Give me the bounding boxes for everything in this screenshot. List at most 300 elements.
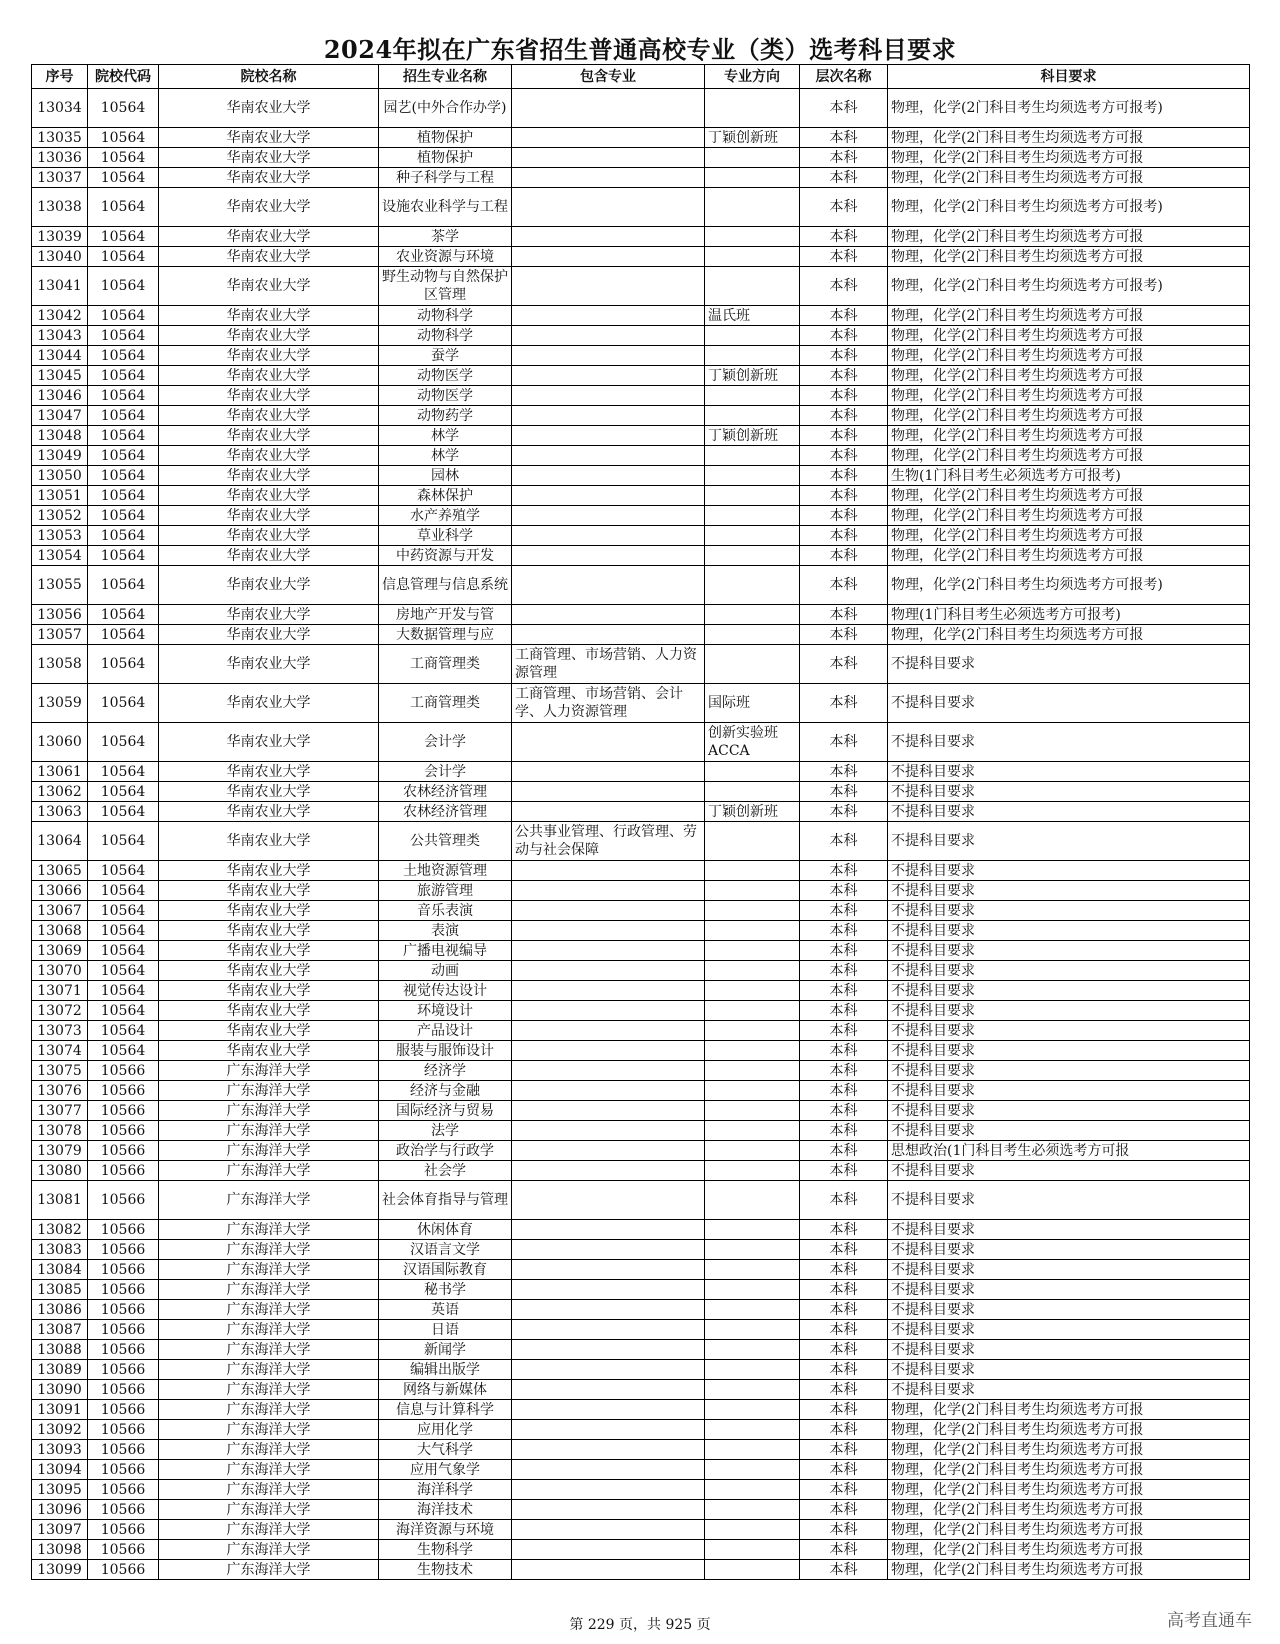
cell-col-level: 本科 [800,881,888,901]
cell-col-direction: 丁颖创新班 [705,366,800,386]
cell-col-included-majors [512,306,705,326]
cell-col-level: 本科 [800,1340,888,1360]
cell-col-included-majors [512,1460,705,1480]
cell-col-level: 本科 [800,822,888,861]
cell-col-direction [705,566,800,605]
cell-col-level: 本科 [800,1001,888,1021]
table-row [32,723,1250,762]
cell-col-subject-req: 物理，化学(2门科目考生均须选考方可报 [888,1440,1250,1460]
cell-col-level: 本科 [800,1220,888,1240]
table-row [32,1141,1250,1161]
table-row [32,961,1250,981]
cell-col-school-name: 华南农业大学 [159,921,379,941]
cell-col-major-name: 中药资源与开发 [379,546,512,566]
cell-col-included-majors [512,1420,705,1440]
cell-col-included-majors [512,1540,705,1560]
table-row [32,406,1250,426]
cell-col-subject-req: 不提科目要求 [888,881,1250,901]
cell-col-seq: 13072 [32,1001,88,1021]
table-row [32,486,1250,506]
cell-col-direction [705,1420,800,1440]
cell-col-direction: 创新实验班ACCA [705,723,800,762]
cell-col-major-name: 植物保护 [379,148,512,168]
cell-col-major-name: 海洋资源与环境 [379,1520,512,1540]
cell-col-seq: 13061 [32,762,88,782]
cell-col-seq: 13096 [32,1500,88,1520]
cell-col-direction [705,822,800,861]
cell-col-school-code: 10566 [88,1520,159,1540]
cell-col-subject-req: 物理，化学(2门科目考生均须选考方可报考) [888,267,1250,306]
table-row [32,1360,1250,1380]
table-row [32,1101,1250,1121]
cell-col-direction [705,526,800,546]
table-row [32,1520,1250,1540]
cell-col-direction [705,1320,800,1340]
cell-col-subject-req: 物理，化学(2门科目考生均须选考方可报 [888,366,1250,386]
cell-col-school-name: 华南农业大学 [159,605,379,625]
table-row [32,466,1250,486]
cell-col-seq: 13059 [32,684,88,723]
cell-col-subject-req: 不提科目要求 [888,1181,1250,1220]
table-row [32,1181,1250,1220]
cell-col-seq: 13045 [32,366,88,386]
cell-col-school-code: 10564 [88,605,159,625]
cell-col-major-name: 房地产开发与管 [379,605,512,625]
cell-col-level: 本科 [800,1420,888,1440]
cell-col-major-name: 林学 [379,446,512,466]
cell-col-school-code: 10564 [88,326,159,346]
cell-col-direction [705,1021,800,1041]
cell-col-school-name: 华南农业大学 [159,762,379,782]
cell-col-subject-req: 物理，化学(2门科目考生均须选考方可报 [888,1460,1250,1480]
cell-col-major-name: 英语 [379,1300,512,1320]
table-row [32,148,1250,168]
cell-col-subject-req: 不提科目要求 [888,1220,1250,1240]
cell-col-major-name: 环境设计 [379,1001,512,1021]
cell-col-seq: 13097 [32,1520,88,1540]
table-row [32,546,1250,566]
cell-col-major-name: 蚕学 [379,346,512,366]
cell-col-school-code: 10566 [88,1141,159,1161]
table-row [32,1240,1250,1260]
table-row [32,1001,1250,1021]
cell-col-included-majors [512,326,705,346]
cell-col-school-code: 10564 [88,625,159,645]
page-title: 2024年拟在广东省招生普通高校专业（类）选考科目要求 [323,35,957,64]
table-row [32,386,1250,406]
table-row [32,881,1250,901]
cell-col-seq: 13071 [32,981,88,1001]
cell-col-school-name: 华南农业大学 [159,506,379,526]
cell-col-school-code: 10566 [88,1181,159,1220]
cell-col-included-majors [512,426,705,446]
cell-col-school-name: 广东海洋大学 [159,1061,379,1081]
cell-col-subject-req: 物理，化学(2门科目考生均须选考方可报 [888,306,1250,326]
cell-col-seq: 13075 [32,1061,88,1081]
cell-col-direction [705,346,800,366]
cell-col-school-name: 广东海洋大学 [159,1300,379,1320]
cell-col-level: 本科 [800,446,888,466]
cell-col-seq: 13042 [32,306,88,326]
cell-col-subject-req: 不提科目要求 [888,941,1250,961]
cell-col-level: 本科 [800,605,888,625]
cell-col-subject-req: 不提科目要求 [888,901,1250,921]
cell-col-school-name: 华南农业大学 [159,446,379,466]
cell-col-school-code: 10564 [88,546,159,566]
cell-col-major-name: 森林保护 [379,486,512,506]
cell-col-school-name: 华南农业大学 [159,466,379,486]
cell-col-school-code: 10564 [88,861,159,881]
header-col-school-code: 院校代码 [88,65,159,89]
cell-col-major-name: 工商管理类 [379,645,512,684]
cell-col-school-name: 华南农业大学 [159,1001,379,1021]
cell-col-seq: 13063 [32,802,88,822]
cell-col-included-majors [512,901,705,921]
cell-col-subject-req: 物理，化学(2门科目考生均须选考方可报 [888,1400,1250,1420]
cell-col-included-majors [512,1340,705,1360]
cell-col-level: 本科 [800,981,888,1001]
cell-col-level: 本科 [800,1061,888,1081]
cell-col-school-name: 华南农业大学 [159,1021,379,1041]
cell-col-level: 本科 [800,782,888,802]
cell-col-major-name: 编辑出版学 [379,1360,512,1380]
cell-col-subject-req: 不提科目要求 [888,1320,1250,1340]
cell-col-seq: 13091 [32,1400,88,1420]
cell-col-school-code: 10564 [88,566,159,605]
cell-col-included-majors [512,188,705,227]
cell-col-direction [705,1061,800,1081]
cell-col-school-code: 10564 [88,822,159,861]
table-row [32,366,1250,386]
subject-requirements-table [31,64,1250,1580]
cell-col-school-code: 10566 [88,1300,159,1320]
cell-col-major-name: 国际经济与贸易 [379,1101,512,1121]
table-row [32,1380,1250,1400]
cell-col-school-name: 华南农业大学 [159,782,379,802]
cell-col-seq: 13054 [32,546,88,566]
cell-col-school-code: 10566 [88,1500,159,1520]
cell-col-subject-req: 不提科目要求 [888,1340,1250,1360]
table-row [32,941,1250,961]
cell-col-direction [705,782,800,802]
cell-col-school-name: 广东海洋大学 [159,1101,379,1121]
table-row [32,1320,1250,1340]
cell-col-seq: 13052 [32,506,88,526]
cell-col-subject-req: 物理，化学(2门科目考生均须选考方可报 [888,426,1250,446]
cell-col-subject-req: 不提科目要求 [888,1101,1250,1121]
cell-col-subject-req: 生物(1门科目考生必须选考方可报考) [888,466,1250,486]
cell-col-major-name: 社会学 [379,1161,512,1181]
cell-col-subject-req: 不提科目要求 [888,981,1250,1001]
cell-col-subject-req: 物理，化学(2门科目考生均须选考方可报考) [888,89,1250,128]
cell-col-included-majors [512,1280,705,1300]
cell-col-seq: 13078 [32,1121,88,1141]
cell-col-direction [705,267,800,306]
cell-col-school-code: 10566 [88,1161,159,1181]
cell-col-subject-req: 不提科目要求 [888,921,1250,941]
cell-col-level: 本科 [800,426,888,446]
cell-col-major-name: 野生动物与自然保护区管理 [379,267,512,306]
cell-col-subject-req: 物理，化学(2门科目考生均须选考方可报考) [888,566,1250,605]
cell-col-included-majors: 工商管理、市场营销、会计学、人力资源管理 [512,684,705,723]
cell-col-seq: 13041 [32,267,88,306]
cell-col-major-name: 信息与计算科学 [379,1400,512,1420]
cell-col-included-majors [512,506,705,526]
cell-col-direction: 丁颖创新班 [705,128,800,148]
cell-col-major-name: 会计学 [379,723,512,762]
cell-col-direction [705,1380,800,1400]
cell-col-direction [705,546,800,566]
cell-col-included-majors [512,386,705,406]
cell-col-school-code: 10566 [88,1360,159,1380]
cell-col-level: 本科 [800,486,888,506]
cell-col-included-majors [512,605,705,625]
cell-col-major-name: 农林经济管理 [379,802,512,822]
cell-col-major-name: 休闲体育 [379,1220,512,1240]
table-header-row [32,65,1250,89]
cell-col-seq: 13079 [32,1141,88,1161]
cell-col-school-code: 10566 [88,1220,159,1240]
cell-col-subject-req: 物理，化学(2门科目考生均须选考方可报 [888,386,1250,406]
cell-col-seq: 13086 [32,1300,88,1320]
cell-col-direction: 丁颖创新班 [705,802,800,822]
cell-col-subject-req: 不提科目要求 [888,1240,1250,1260]
cell-col-seq: 13067 [32,901,88,921]
cell-col-school-name: 华南农业大学 [159,148,379,168]
cell-col-seq: 13089 [32,1360,88,1380]
cell-col-level: 本科 [800,1161,888,1181]
cell-col-level: 本科 [800,386,888,406]
cell-col-level: 本科 [800,1460,888,1480]
cell-col-level: 本科 [800,466,888,486]
cell-col-seq: 13088 [32,1340,88,1360]
cell-col-level: 本科 [800,802,888,822]
watermark-text: 高考直通车 [1167,1611,1252,1631]
cell-col-seq: 13035 [32,128,88,148]
cell-col-school-name: 广东海洋大学 [159,1320,379,1340]
cell-col-included-majors [512,1400,705,1420]
cell-col-direction [705,386,800,406]
cell-col-major-name: 汉语言文学 [379,1240,512,1260]
cell-col-subject-req: 物理，化学(2门科目考生均须选考方可报 [888,526,1250,546]
cell-col-direction [705,1540,800,1560]
cell-col-school-code: 10564 [88,128,159,148]
cell-col-school-name: 华南农业大学 [159,267,379,306]
cell-col-direction [705,1121,800,1141]
cell-col-school-code: 10564 [88,723,159,762]
table-row [32,1081,1250,1101]
cell-col-seq: 13080 [32,1161,88,1181]
table-row [32,645,1250,684]
cell-col-major-name: 草业科学 [379,526,512,546]
cell-col-seq: 13074 [32,1041,88,1061]
cell-col-school-name: 华南农业大学 [159,426,379,446]
cell-col-subject-req: 物理，化学(2门科目考生均须选考方可报 [888,148,1250,168]
cell-col-seq: 13037 [32,168,88,188]
cell-col-included-majors [512,546,705,566]
cell-col-included-majors: 公共事业管理、行政管理、劳动与社会保障 [512,822,705,861]
cell-col-school-code: 10566 [88,1320,159,1340]
cell-col-direction [705,1460,800,1480]
table-row [32,426,1250,446]
cell-col-seq: 13040 [32,247,88,267]
cell-col-school-name: 华南农业大学 [159,247,379,267]
table-row [32,782,1250,802]
cell-col-seq: 13065 [32,861,88,881]
cell-col-seq: 13066 [32,881,88,901]
cell-col-school-name: 华南农业大学 [159,227,379,247]
cell-col-subject-req: 不提科目要求 [888,861,1250,881]
cell-col-seq: 13095 [32,1480,88,1500]
cell-col-major-name: 会计学 [379,762,512,782]
cell-col-subject-req: 物理，化学(2门科目考生均须选考方可报考) [888,188,1250,227]
cell-col-major-name: 政治学与行政学 [379,1141,512,1161]
table-row [32,901,1250,921]
cell-col-school-name: 华南农业大学 [159,366,379,386]
cell-col-school-name: 华南农业大学 [159,566,379,605]
cell-col-included-majors [512,168,705,188]
cell-col-school-code: 10564 [88,802,159,822]
cell-col-direction [705,506,800,526]
cell-col-subject-req: 物理，化学(2门科目考生均须选考方可报 [888,406,1250,426]
table-row [32,247,1250,267]
cell-col-direction [705,1280,800,1300]
table-row [32,981,1250,1001]
cell-col-included-majors [512,1380,705,1400]
table-row [32,861,1250,881]
header-col-seq: 序号 [32,65,88,89]
cell-col-level: 本科 [800,326,888,346]
cell-col-school-code: 10564 [88,762,159,782]
cell-col-school-code: 10566 [88,1061,159,1081]
cell-col-included-majors [512,1240,705,1260]
cell-col-seq: 13083 [32,1240,88,1260]
cell-col-school-name: 华南农业大学 [159,684,379,723]
cell-col-school-code: 10564 [88,267,159,306]
cell-col-seq: 13051 [32,486,88,506]
cell-col-seq: 13090 [32,1380,88,1400]
cell-col-included-majors [512,981,705,1001]
cell-col-direction [705,406,800,426]
cell-col-included-majors [512,782,705,802]
cell-col-major-name: 动画 [379,961,512,981]
cell-col-level: 本科 [800,1300,888,1320]
cell-col-school-name: 广东海洋大学 [159,1141,379,1161]
cell-col-level: 本科 [800,645,888,684]
cell-col-direction [705,1440,800,1460]
cell-col-included-majors [512,89,705,128]
cell-col-school-name: 广东海洋大学 [159,1240,379,1260]
cell-col-level: 本科 [800,1021,888,1041]
cell-col-level: 本科 [800,1400,888,1420]
cell-col-major-name: 视觉传达设计 [379,981,512,1001]
cell-col-school-name: 广东海洋大学 [159,1081,379,1101]
cell-col-included-majors [512,366,705,386]
cell-col-school-code: 10564 [88,446,159,466]
cell-col-major-name: 种子科学与工程 [379,168,512,188]
cell-col-subject-req: 物理，化学(2门科目考生均须选考方可报 [888,446,1250,466]
cell-col-major-name: 茶学 [379,227,512,247]
table-row [32,1061,1250,1081]
cell-col-level: 本科 [800,921,888,941]
table-row [32,326,1250,346]
cell-col-school-code: 10564 [88,941,159,961]
cell-col-major-name: 大数据管理与应 [379,625,512,645]
cell-col-level: 本科 [800,1121,888,1141]
cell-col-school-name: 华南农业大学 [159,1041,379,1061]
cell-col-included-majors [512,1061,705,1081]
cell-col-included-majors [512,566,705,605]
cell-col-subject-req: 不提科目要求 [888,1380,1250,1400]
table-row [32,921,1250,941]
cell-col-direction [705,625,800,645]
cell-col-included-majors [512,1121,705,1141]
cell-col-seq: 13046 [32,386,88,406]
cell-col-school-code: 10566 [88,1380,159,1400]
cell-col-included-majors [512,941,705,961]
cell-col-level: 本科 [800,941,888,961]
cell-col-level: 本科 [800,1101,888,1121]
table-row [32,128,1250,148]
cell-col-included-majors [512,1041,705,1061]
cell-col-school-code: 10564 [88,466,159,486]
cell-col-direction [705,1500,800,1520]
cell-col-direction [705,1161,800,1181]
header-col-subject-req: 科目要求 [888,65,1250,89]
cell-col-major-name: 园艺(中外合作办学) [379,89,512,128]
cell-col-school-code: 10564 [88,168,159,188]
cell-col-school-code: 10564 [88,961,159,981]
cell-col-included-majors [512,148,705,168]
cell-col-included-majors [512,1560,705,1580]
cell-col-direction [705,247,800,267]
cell-col-level: 本科 [800,366,888,386]
cell-col-included-majors [512,1480,705,1500]
cell-col-seq: 13098 [32,1540,88,1560]
cell-col-included-majors [512,802,705,822]
cell-col-school-name: 华南农业大学 [159,188,379,227]
cell-col-seq: 13092 [32,1420,88,1440]
cell-col-major-name: 公共管理类 [379,822,512,861]
cell-col-school-name: 华南农业大学 [159,546,379,566]
cell-col-school-name: 华南农业大学 [159,346,379,366]
table-row [32,346,1250,366]
cell-col-direction [705,1001,800,1021]
cell-col-direction [705,1480,800,1500]
cell-col-school-code: 10564 [88,426,159,446]
cell-col-subject-req: 思想政治(1门科目考生必须选考方可报 [888,1141,1250,1161]
cell-col-subject-req: 物理，化学(2门科目考生均须选考方可报 [888,227,1250,247]
cell-col-level: 本科 [800,861,888,881]
cell-col-major-name: 产品设计 [379,1021,512,1041]
cell-col-included-majors [512,861,705,881]
cell-col-school-name: 广东海洋大学 [159,1560,379,1580]
cell-col-included-majors [512,406,705,426]
cell-col-school-code: 10564 [88,366,159,386]
cell-col-included-majors [512,1260,705,1280]
cell-col-school-name: 华南农业大学 [159,306,379,326]
cell-col-direction [705,446,800,466]
table-row [32,267,1250,306]
cell-col-direction [705,881,800,901]
cell-col-included-majors [512,881,705,901]
cell-col-school-name: 广东海洋大学 [159,1280,379,1300]
cell-col-subject-req: 不提科目要求 [888,1041,1250,1061]
cell-col-major-name: 应用气象学 [379,1460,512,1480]
cell-col-major-name: 设施农业科学与工程 [379,188,512,227]
cell-col-major-name: 音乐表演 [379,901,512,921]
cell-col-direction [705,1101,800,1121]
